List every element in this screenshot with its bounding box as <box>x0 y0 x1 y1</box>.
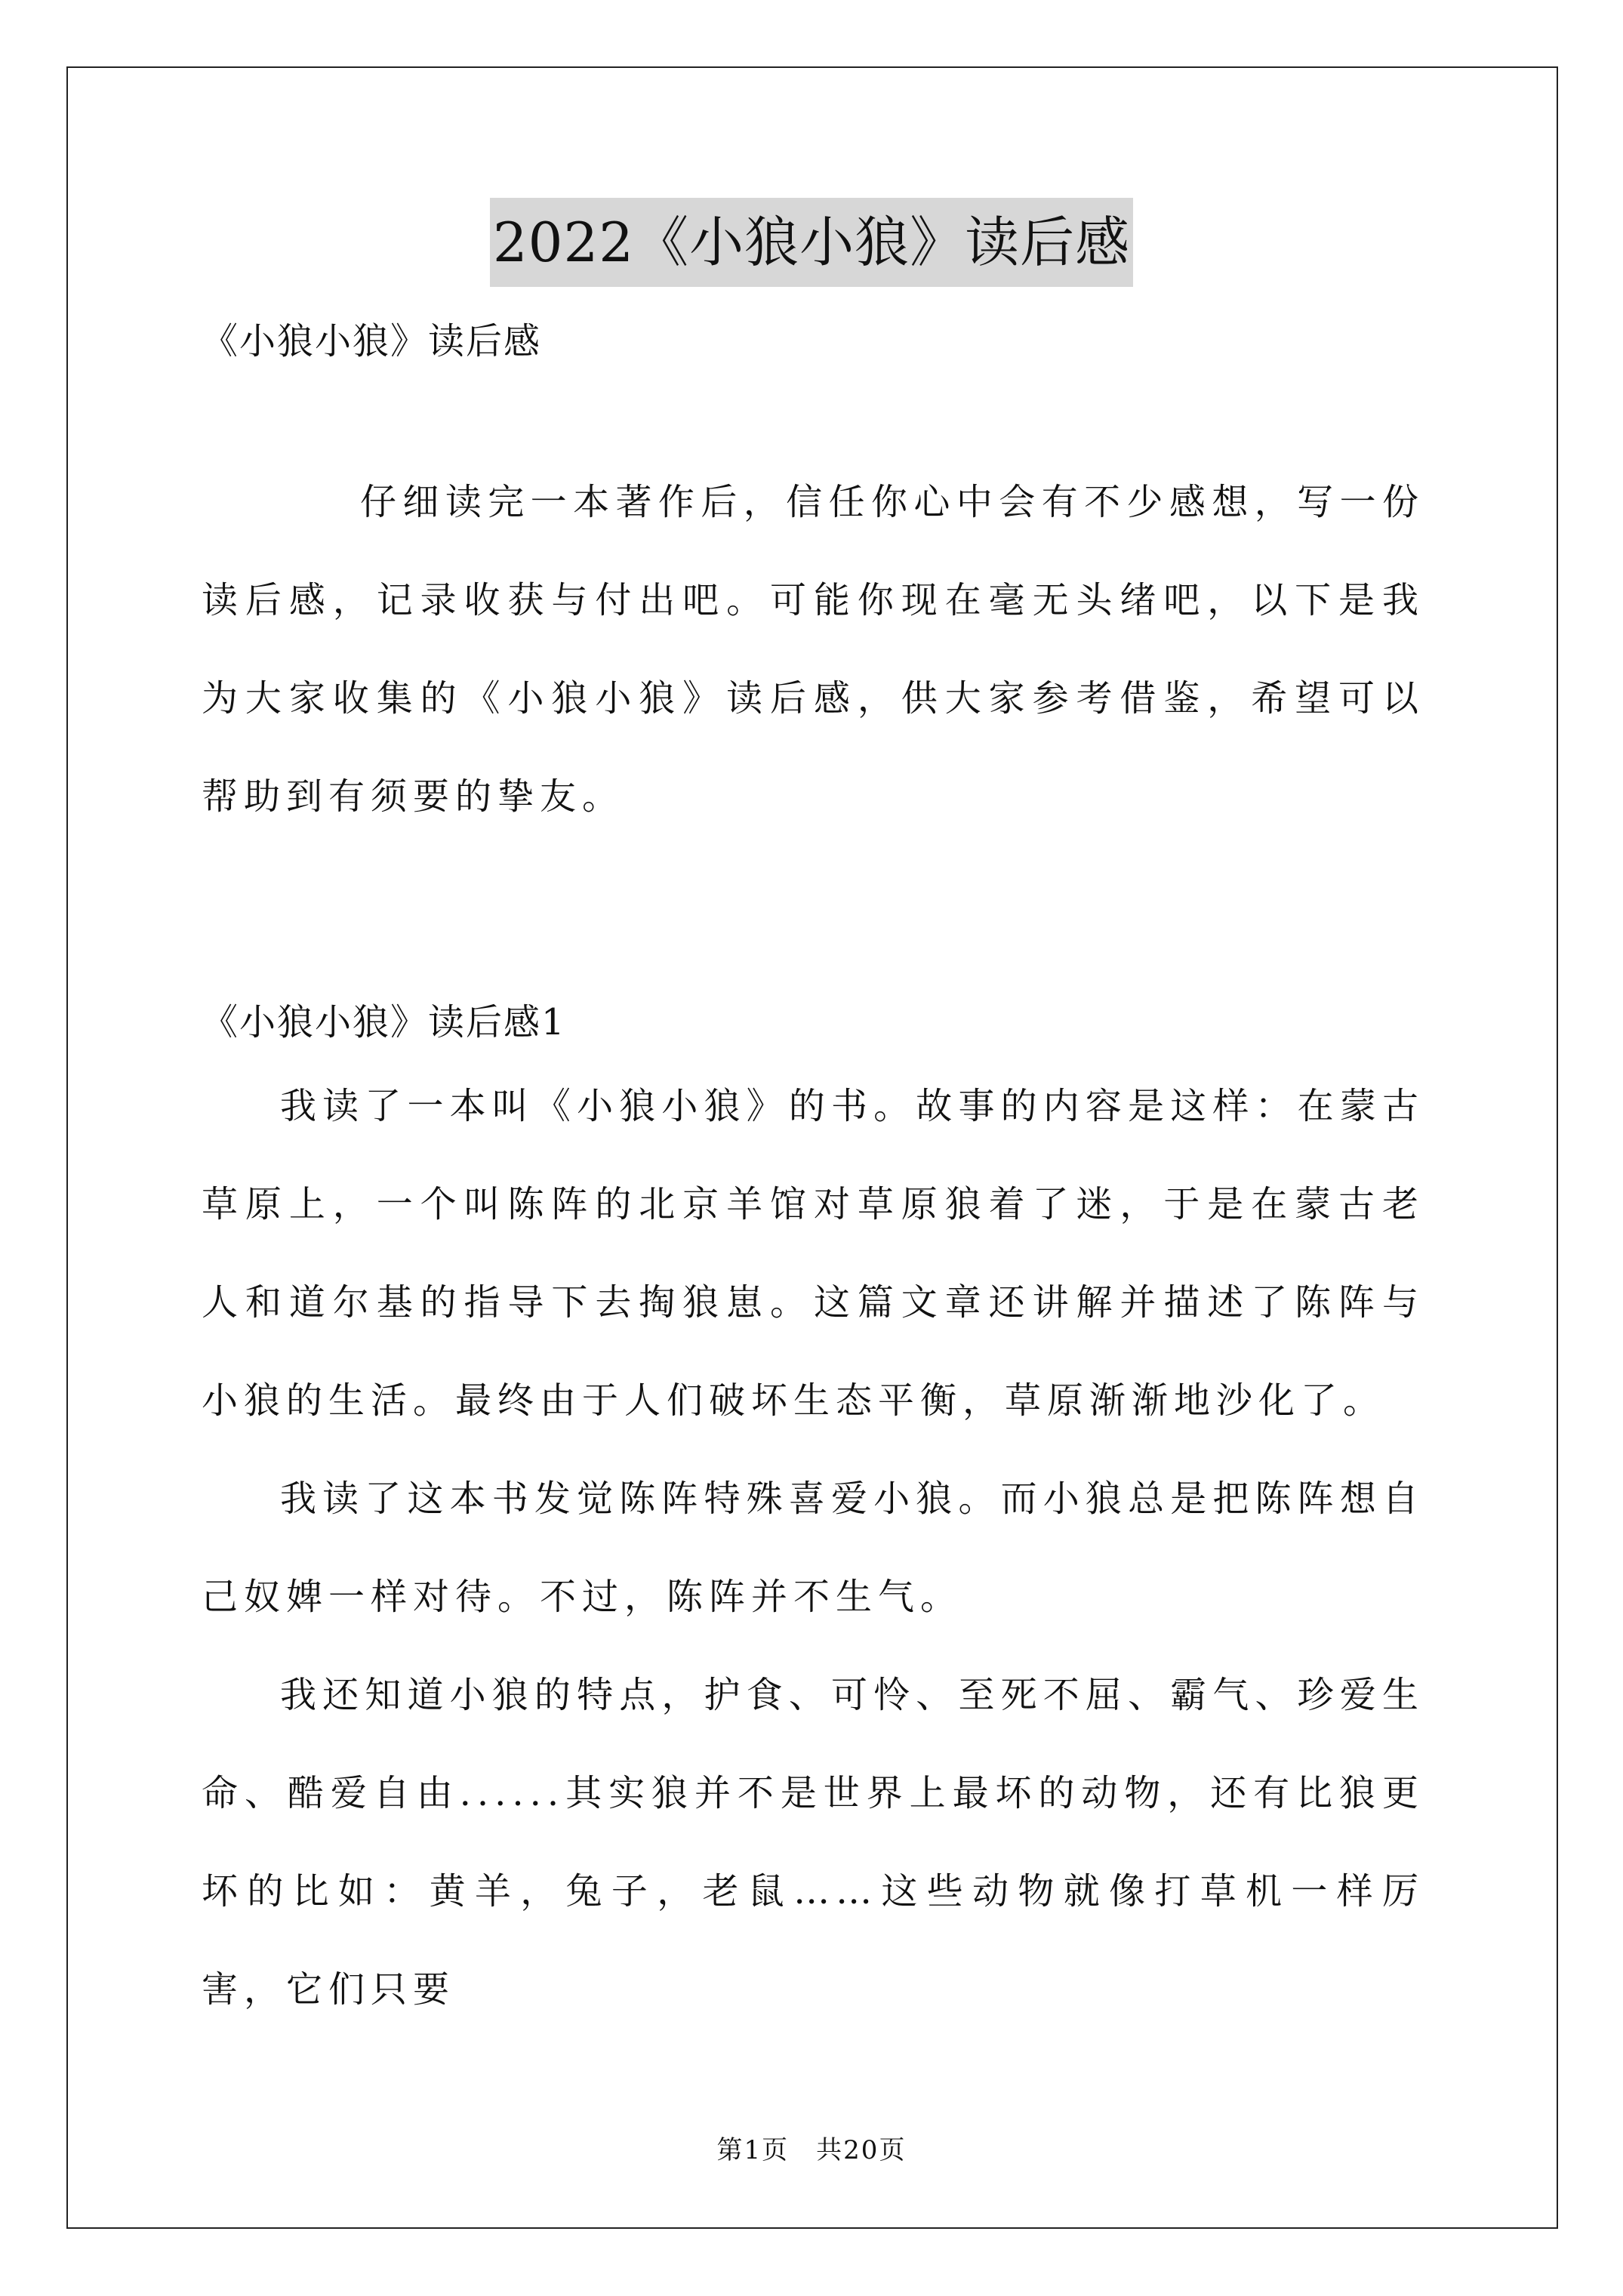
body-paragraph: 我读了一本叫《小狼小狼》的书。故事的内容是这样：在蒙古草原上，一个叫陈阵的北京羊馆对草原狼着了迷，于是在蒙古老人和道尔基的指导下去掏狼崽。这篇文章还讲解并描述了陈阵与小狼的生活。最终由于人们破坏生态平衡，草原渐渐地沙化了。 <box>202 1085 1424 1422</box>
section-heading: 《小狼小狼》读后感1 <box>202 1001 566 1043</box>
document-title: 2022《小狼小狼》读后感 <box>490 198 1133 287</box>
title-container <box>0 198 1623 287</box>
section-body <box>202 1057 1424 2039</box>
body-paragraph: 我还知道小狼的特点，护食、可怜、至死不屈、霸气、珍爱生命、酷爱自由......其实狼并不是世界上最坏的动物，还有比狼更坏的比如：黄羊，兔子，老鼠……这些动物就像打草机一样厉害，它们只要 <box>202 1674 1424 2011</box>
body-paragraph: 我读了这本书发觉陈阵特殊喜爱小狼。而小狼总是把陈阵想自己奴婢一样对待。不过，陈阵并不生气。 <box>202 1478 1424 1618</box>
intro-paragraph: 仔细读完一本著作后，信任你心中会有不少感想，写一份读后感，记录收获与付出吧。可能你现在毫无头绪吧，以下是我为大家收集的《小狼小狼》读后感，供大家参考借鉴，希望可以帮助到有须要的挚友。 <box>202 481 1424 818</box>
document-subtitle: 《小狼小狼》读后感 <box>202 320 542 362</box>
page-footer: 第1页 共20页 <box>716 2135 907 2165</box>
